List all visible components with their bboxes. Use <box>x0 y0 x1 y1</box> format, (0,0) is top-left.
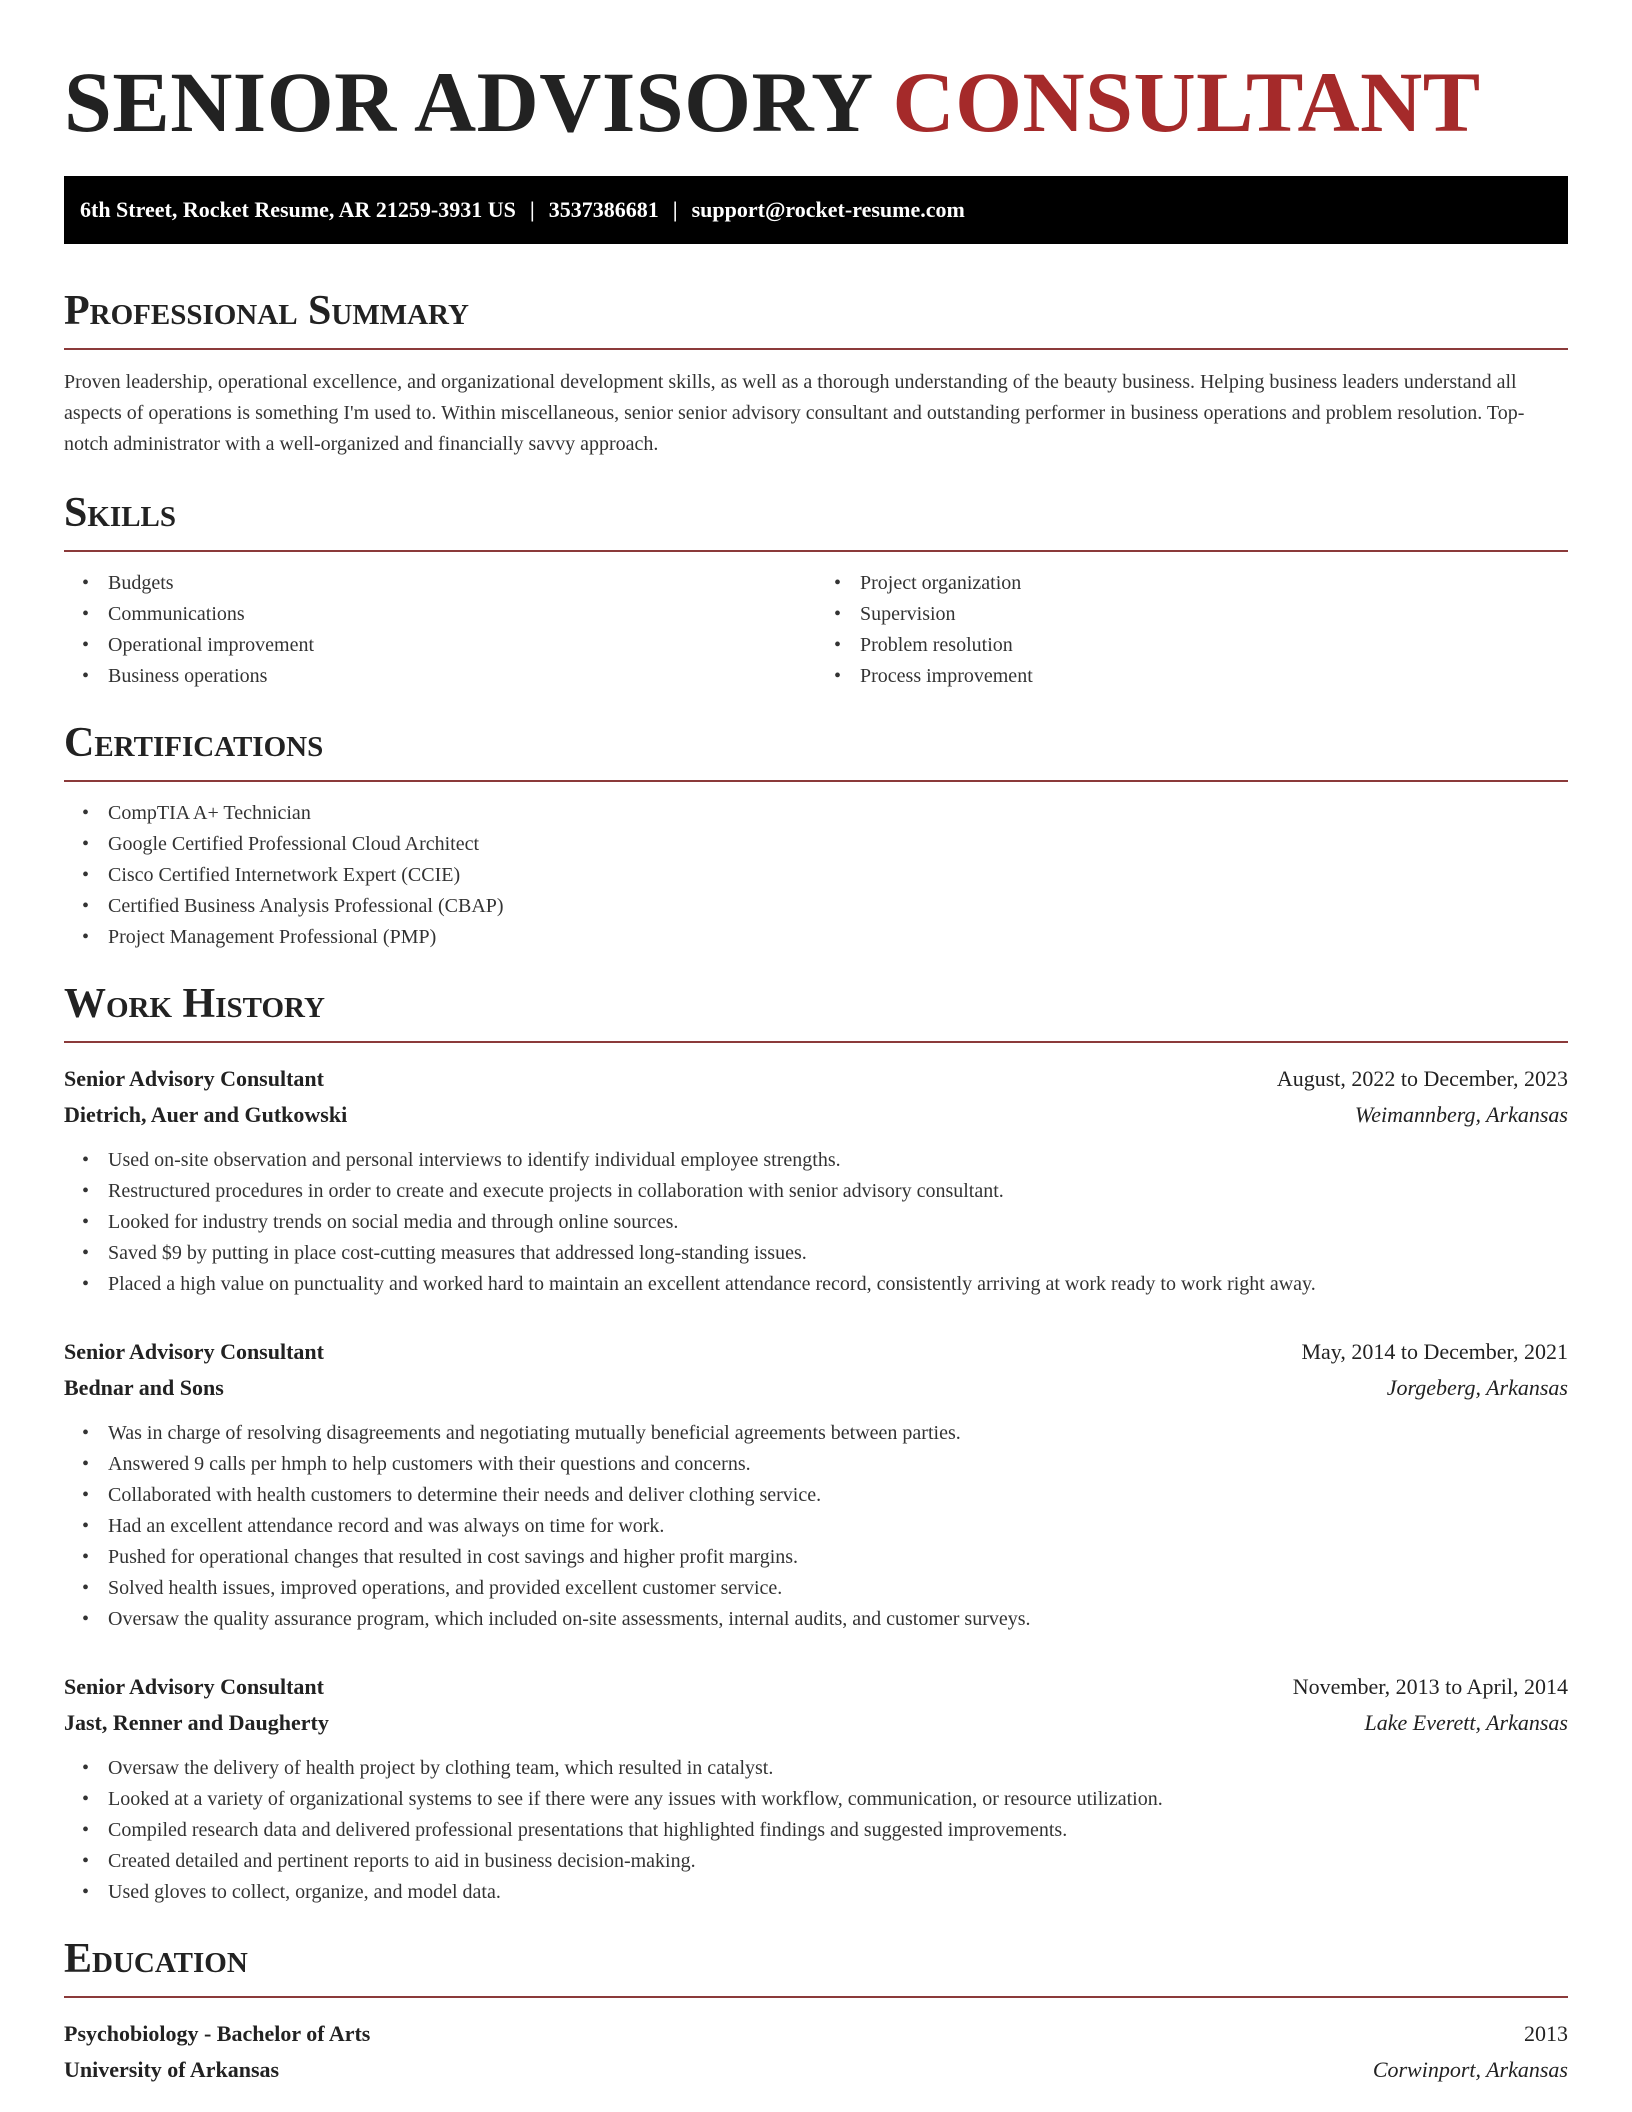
certification-item: • Project Management Professional (PMP) <box>64 922 1568 953</box>
education-section <box>64 1934 1568 2088</box>
job-bullet: • Was in charge of resolving disagreements and negotiating mutually beneficial agreements between parties. <box>64 1418 1568 1449</box>
contact-separator: | <box>672 197 678 222</box>
job-dates: August, 2022 to December, 2023 <box>1276 1066 1568 1091</box>
resume-name <box>64 0 1568 152</box>
skill-item: • Operational improvement <box>64 630 816 661</box>
education-school-row <box>64 2052 1568 2088</box>
skills-list-left <box>64 568 816 692</box>
job-dates: November, 2013 to April, 2014 <box>1292 1674 1568 1699</box>
skill-item: • Supervision <box>816 599 1568 630</box>
summary-text: Proven leadership, operational excellence, and organizational development skills, as well as a thorough understanding of the beauty business. Helping business leaders understand all aspects of operations is something I'm used to. Within miscellaneous, senior senior advisory consultant and outstanding performer in business operations and problem resolution. Top-notch administrator with a well-organized and financially savvy approach. <box>64 371 1525 455</box>
job-company: Dietrich, Auer and Gutkowski <box>64 1102 348 1127</box>
skill-item: • Process improvement <box>816 661 1568 692</box>
name-first: SENIOR ADVISORY <box>64 54 871 150</box>
job-location: Weimannberg, Arkansas <box>1354 1102 1568 1127</box>
job-header-row <box>64 1334 1568 1370</box>
job-bullet: • Looked for industry trends on social media and through online sources. <box>64 1207 1568 1238</box>
job-entry <box>64 1334 1568 1635</box>
job-bullet: • Looked at a variety of organizational systems to see if there were any issues with workflow, communication, or resource utilization. <box>64 1784 1568 1815</box>
job-bullet: • Saved $9 by putting in place cost-cutting measures that addressed long-standing issues. <box>64 1238 1568 1269</box>
job-company-row <box>64 1370 1568 1406</box>
job-bullet: • Collaborated with health customers to determine their needs and deliver clothing service. <box>64 1480 1568 1511</box>
education-location: Corwinport, Arkansas <box>1372 2057 1568 2082</box>
education-degree: Psychobiology - Bachelor of Arts <box>64 2021 371 2046</box>
section-title-education: Education <box>64 1934 1568 1998</box>
job-location: Jorgeberg, Arkansas <box>1386 1375 1568 1400</box>
job-bullet: • Placed a high value on punctuality and worked hard to maintain an excellent attendance record, consistently arriving at work ready to work right away. <box>64 1269 1568 1300</box>
certification-item: • Certified Business Analysis Professional (CBAP) <box>64 891 1568 922</box>
job-bullet: • Oversaw the quality assurance program, which included on-site assessments, internal audits, and customer surveys. <box>64 1604 1568 1635</box>
job-bullet: • Compiled research data and delivered professional presentations that highlighted findings and suggested improvements. <box>64 1815 1568 1846</box>
name-last: CONSULTANT <box>892 54 1481 150</box>
skill-item: • Communications <box>64 599 816 630</box>
contact-separator: | <box>529 197 535 222</box>
skill-item: • Business operations <box>64 661 816 692</box>
section-title-certifications: Certifications <box>64 718 1568 782</box>
work-history-section <box>64 979 1568 1908</box>
job-company: Bednar and Sons <box>64 1375 224 1400</box>
summary-section <box>64 286 1568 460</box>
section-title-summary: Professional Summary <box>64 286 1568 350</box>
job-bullet: • Solved health issues, improved operations, and provided excellent customer service. <box>64 1573 1568 1604</box>
contact-email: support@rocket-resume.com <box>691 197 965 222</box>
job-bullets <box>64 1418 1568 1635</box>
certification-item: • Cisco Certified Internetwork Expert (CCIE) <box>64 860 1568 891</box>
job-bullet: • Used on-site observation and personal interviews to identify individual employee strengths. <box>64 1145 1568 1176</box>
education-entry <box>64 2016 1568 2088</box>
skills-list-right <box>816 568 1568 692</box>
job-company-row <box>64 1097 1568 1133</box>
job-company-row <box>64 1705 1568 1741</box>
skill-item: • Project organization <box>816 568 1568 599</box>
job-bullets <box>64 1145 1568 1300</box>
job-bullets <box>64 1753 1568 1908</box>
job-entry <box>64 1061 1568 1300</box>
section-title-skills: Skills <box>64 488 1568 552</box>
contact-bar <box>64 176 1568 244</box>
contact-address: 6th Street, Rocket Resume, AR 21259-3931 US <box>80 197 516 222</box>
job-bullet: • Pushed for operational changes that resulted in cost savings and higher profit margins. <box>64 1542 1568 1573</box>
job-title: Senior Advisory Consultant <box>64 1674 324 1699</box>
job-entry <box>64 1669 1568 1908</box>
job-header-row <box>64 1061 1568 1097</box>
job-bullet: • Oversaw the delivery of health project by clothing team, which resulted in catalyst. <box>64 1753 1568 1784</box>
contact-phone: 3537386681 <box>548 197 659 222</box>
job-bullet: • Created detailed and pertinent reports to aid in business decision-making. <box>64 1846 1568 1877</box>
certifications-list <box>64 798 1568 953</box>
skill-item: • Budgets <box>64 568 816 599</box>
education-degree-row <box>64 2016 1568 2052</box>
job-title: Senior Advisory Consultant <box>64 1066 324 1091</box>
job-header-row <box>64 1669 1568 1705</box>
job-company: Jast, Renner and Daugherty <box>64 1710 329 1735</box>
certification-item: • CompTIA A+ Technician <box>64 798 1568 829</box>
skill-item: • Problem resolution <box>816 630 1568 661</box>
job-bullet: • Had an excellent attendance record and was always on time for work. <box>64 1511 1568 1542</box>
certification-item: • Google Certified Professional Cloud Architect <box>64 829 1568 860</box>
job-bullet: • Used gloves to collect, organize, and model data. <box>64 1877 1568 1908</box>
skills-grid <box>64 568 1568 692</box>
job-dates: May, 2014 to December, 2021 <box>1301 1339 1568 1364</box>
education-year: 2013 <box>1524 2021 1568 2046</box>
section-title-work-history: Work History <box>64 979 1568 1043</box>
job-bullet: • Restructured procedures in order to create and execute projects in collaboration with senior advisory consultant. <box>64 1176 1568 1207</box>
job-bullet: • Answered 9 calls per hmph to help customers with their questions and concerns. <box>64 1449 1568 1480</box>
certifications-section <box>64 718 1568 953</box>
job-location: Lake Everett, Arkansas <box>1364 1710 1568 1735</box>
skills-section <box>64 488 1568 692</box>
education-school: University of Arkansas <box>64 2057 280 2082</box>
job-title: Senior Advisory Consultant <box>64 1339 324 1364</box>
